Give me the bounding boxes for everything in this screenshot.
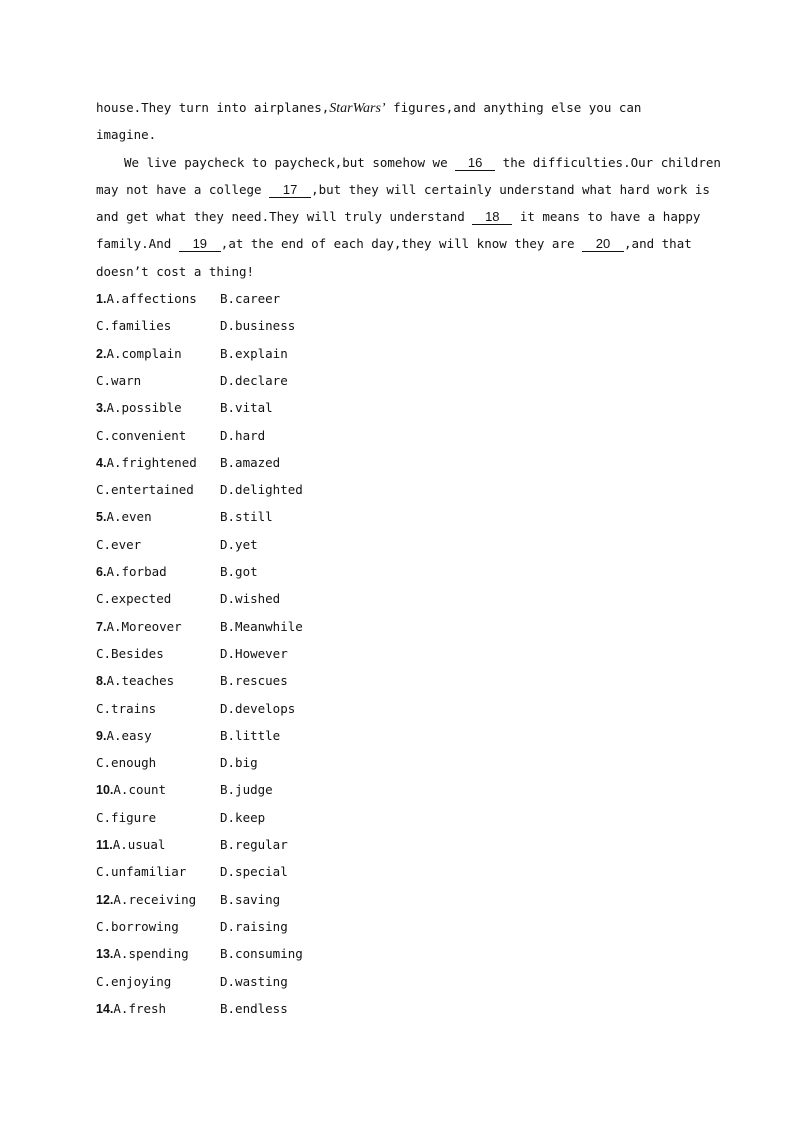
question-number: 8.: [96, 674, 107, 689]
option-a-text: A.teaches: [106, 673, 175, 689]
passage-text: doesn’t cost a thing!: [96, 263, 255, 279]
option-a: [96, 394, 182, 422]
option-d: D.delighted: [220, 482, 303, 498]
question-number: 4.: [96, 455, 107, 470]
option-c: C.convenient: [96, 427, 187, 443]
blank-17: 17: [269, 183, 311, 198]
option-a: [96, 667, 174, 695]
option-d: D.business: [220, 318, 296, 334]
option-a-text: A.affections: [106, 291, 197, 307]
question-row: [96, 858, 696, 885]
question-row: [96, 722, 696, 749]
option-a: [96, 340, 182, 368]
question-row: [96, 422, 696, 449]
blank-20: 20: [582, 237, 624, 252]
option-a: [96, 285, 197, 313]
option-b: B.rescues: [220, 673, 288, 689]
document-page: [96, 94, 721, 1022]
option-c: C.entertained: [96, 482, 194, 498]
question-row: [96, 640, 696, 667]
option-a: [96, 886, 196, 914]
option-b: B.Meanwhile: [220, 618, 303, 634]
option-d: D.keep: [220, 809, 266, 825]
question-row: [96, 367, 696, 394]
option-a-text: A.receiving: [113, 891, 197, 907]
question-row: [96, 667, 696, 694]
option-a: [96, 831, 165, 859]
option-a: [96, 503, 152, 531]
question-row: [96, 585, 696, 612]
option-a: [96, 449, 197, 477]
passage-text: ,at the end of each day,they will know they are: [220, 236, 583, 252]
question-row: [96, 804, 696, 831]
passage-text: ,but they will certainly understand what hard work is: [311, 181, 710, 197]
option-a-text: A.fresh: [113, 1000, 167, 1016]
question-row: [96, 312, 696, 339]
passage-text: figures,and anything else you can: [385, 100, 642, 115]
option-a: [96, 776, 166, 804]
passage-line-1: [96, 94, 696, 121]
question-number: 14.: [96, 1001, 114, 1016]
question-row: [96, 695, 696, 722]
blank-16: 16: [455, 156, 495, 171]
option-b: B.consuming: [220, 946, 303, 962]
option-c: C.warn: [96, 372, 142, 388]
option-d: D.wasting: [220, 973, 288, 989]
option-c: C.families: [96, 318, 172, 334]
option-b: B.regular: [220, 837, 288, 853]
question-number: 7.: [96, 619, 107, 634]
option-b: B.little: [220, 727, 281, 743]
question-row: [96, 531, 696, 558]
question-row: [96, 613, 696, 640]
question-row: [96, 558, 696, 585]
passage-line-2: [96, 121, 696, 148]
option-b: B.judge: [220, 782, 273, 798]
passage-line-3: [96, 149, 721, 176]
option-c: C.expected: [96, 591, 172, 607]
option-c: C.unfamiliar: [96, 864, 187, 880]
option-d: D.big: [220, 755, 258, 771]
option-a-text: A.spending: [113, 946, 189, 962]
option-c: C.enough: [96, 755, 157, 771]
passage-text: the difficulties.Our children: [495, 154, 721, 170]
options-list: [96, 285, 696, 1022]
question-number: 3.: [96, 401, 107, 416]
option-a: [96, 558, 167, 586]
question-row: [96, 749, 696, 776]
passage-text: it means to have a happy: [512, 209, 701, 225]
option-d: D.wished: [220, 591, 281, 607]
passage-text: imagine.: [96, 127, 157, 143]
option-a-text: A.even: [106, 509, 152, 525]
passage-line-4: [96, 176, 710, 203]
option-b: B.amazed: [220, 454, 281, 470]
passage-text: may not have a college: [96, 181, 270, 197]
option-a-text: A.forbad: [106, 564, 167, 580]
option-a-text: A.easy: [106, 727, 152, 743]
option-a-text: A.count: [113, 782, 167, 798]
option-d: D.develops: [220, 700, 296, 716]
option-b: B.vital: [220, 400, 273, 416]
question-row: [96, 449, 696, 476]
passage-text: house.They turn into airplanes,: [96, 100, 330, 115]
question-row: [96, 776, 696, 803]
question-number: 9.: [96, 728, 107, 743]
option-b: B.got: [220, 564, 258, 580]
option-d: D.However: [220, 645, 288, 661]
question-number: 12.: [96, 892, 114, 907]
question-row: [96, 503, 696, 530]
option-a: [96, 613, 182, 641]
option-c: C.figure: [96, 809, 157, 825]
option-c: C.ever: [96, 536, 142, 552]
blank-18: 18: [472, 210, 512, 225]
question-row: [96, 394, 696, 421]
option-b: B.still: [220, 509, 273, 525]
option-a: [96, 940, 189, 968]
question-number: 5.: [96, 510, 107, 525]
question-row: [96, 285, 696, 312]
blank-19: 19: [179, 237, 221, 252]
option-a-text: A.frightened: [106, 454, 197, 470]
question-row: [96, 831, 696, 858]
option-d: D.raising: [220, 918, 288, 934]
option-a: [96, 995, 166, 1023]
option-c: C.enjoying: [96, 973, 172, 989]
option-b: B.saving: [220, 891, 281, 907]
question-row: [96, 913, 696, 940]
passage-line-5: [96, 203, 701, 230]
question-row: [96, 995, 696, 1022]
question-number: 1.: [96, 292, 107, 307]
question-number: 10.: [96, 783, 114, 798]
passage-text: ,and that: [624, 236, 692, 252]
question-row: [96, 968, 696, 995]
option-b: B.explain: [220, 345, 288, 361]
option-d: D.special: [220, 864, 288, 880]
option-b: B.endless: [220, 1000, 288, 1016]
question-row: [96, 340, 696, 367]
option-d: D.hard: [220, 427, 266, 443]
question-number: 11.: [96, 838, 113, 853]
passage-line-7: [96, 258, 696, 285]
passage-italic-title: StarWars’: [329, 101, 386, 116]
option-c: C.borrowing: [96, 918, 179, 934]
passage-text: and get what they need.They will truly understand: [96, 209, 473, 225]
passage-text: We live paycheck to paycheck,but somehow we: [124, 154, 456, 170]
question-row: [96, 940, 696, 967]
option-c: C.trains: [96, 700, 157, 716]
question-row: [96, 886, 696, 913]
option-b: B.career: [220, 291, 281, 307]
option-a-text: A.complain: [106, 345, 182, 361]
option-a-text: A.usual: [112, 837, 166, 853]
question-number: 6.: [96, 565, 107, 580]
question-row: [96, 476, 696, 503]
question-number: 13.: [96, 947, 114, 962]
option-a-text: A.possible: [106, 400, 182, 416]
passage-text: family.And: [96, 236, 179, 252]
option-a-text: A.Moreover: [106, 618, 182, 634]
option-c: C.Besides: [96, 645, 164, 661]
option-d: D.declare: [220, 372, 288, 388]
passage-line-6: [96, 230, 696, 257]
option-d: D.yet: [220, 536, 258, 552]
question-number: 2.: [96, 346, 107, 361]
option-a: [96, 722, 152, 750]
